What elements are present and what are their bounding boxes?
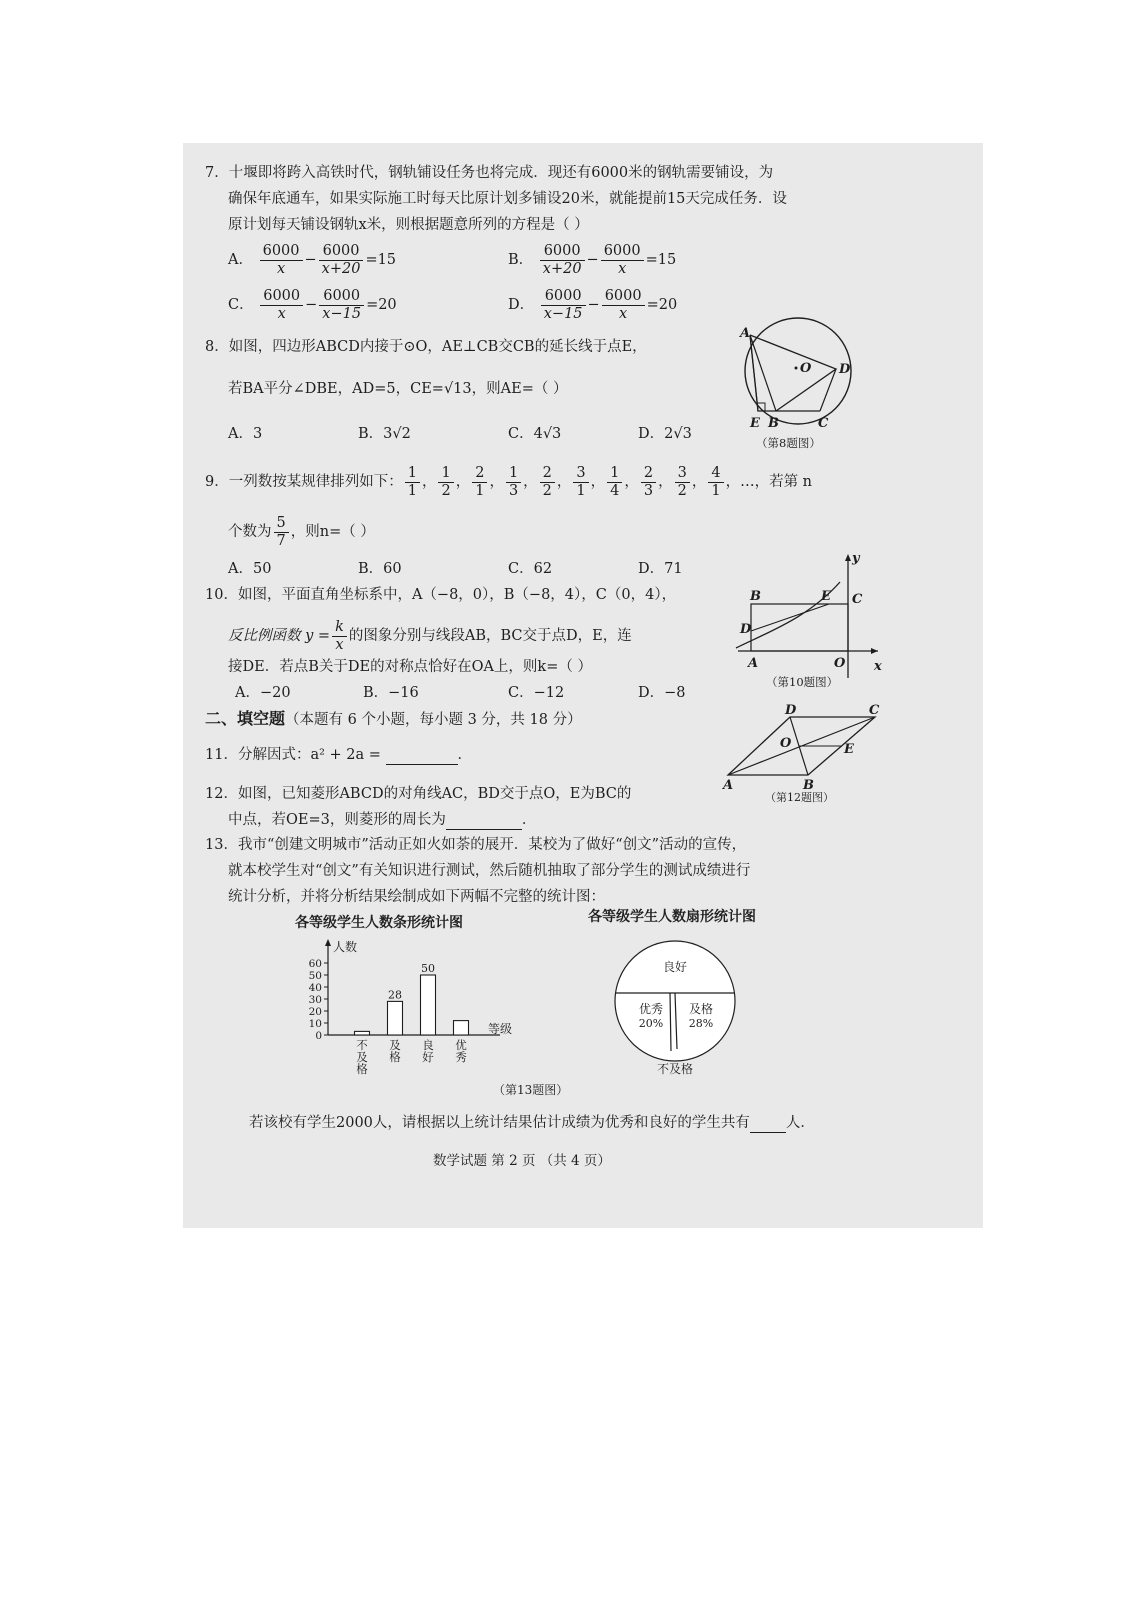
q12-label-b: B: [803, 778, 814, 793]
pie-chart-label: 不及格: [656, 1062, 694, 1076]
pie-chart-label: 良好: [662, 960, 688, 974]
q8-stem-line2: 若BA平分∠DBE，AD=5，CE=√13，则AE=（ ）: [228, 381, 568, 397]
q8-option-c: C．4√3: [508, 426, 562, 442]
q13-answer-blank[interactable]: [750, 1115, 786, 1133]
q10-label-e: E: [821, 589, 831, 604]
q10-label-c: C: [852, 592, 863, 607]
q9-sequence-term: $\frac{1}{1}$: [405, 465, 420, 499]
bar-chart-bar: [421, 975, 436, 1035]
pie-chart-value-label: 20%: [638, 1017, 664, 1030]
q12-label-c: C: [869, 703, 880, 718]
q10-label-x: x: [874, 659, 882, 674]
bar-chart-bar: [388, 1001, 403, 1035]
section2-heading: 二、填空题（本题有 6 个小题，每小题 3 分，共 18 分）: [205, 709, 582, 728]
q12-answer-blank[interactable]: [446, 812, 522, 830]
q9-option-d: D．71: [638, 561, 683, 577]
q12-stem-line2: 中点，若OE=3，则菱形的周长为 ．: [228, 812, 536, 830]
q10-label-a: A: [748, 656, 759, 671]
q10-label-b: B: [750, 589, 761, 604]
bar-chart-xtick-char: 及: [389, 1038, 401, 1052]
pie-chart: [613, 927, 748, 1079]
bar-chart-ytick: 40: [308, 982, 322, 994]
page-footer: 数学试题 第 2 页 （共 4 页）: [433, 1153, 611, 1169]
q7-option-c: C． $\frac{6000}{x}$ − $\frac{6000}{x-15}$ =20: [228, 288, 397, 322]
q7-stem-line1: 7．十堰即将跨入高铁时代，钢轨铺设任务也将完成．现还有6000米的钢轨需要铺设，为: [205, 165, 774, 181]
exam-sheet: [183, 143, 983, 1228]
bar-chart-ytick: 20: [308, 1006, 322, 1018]
q9-option-b: B．60: [358, 561, 402, 577]
q13-stem-line3: 统计分析，并将分析结果绘制成如下两幅不完整的统计图：: [228, 889, 605, 905]
bar-chart-ytick: 30: [308, 994, 322, 1006]
bar-chart-ytick: 60: [308, 958, 322, 970]
q12-label-a: A: [723, 778, 734, 793]
bar-chart-xtick-char: 不: [356, 1038, 368, 1052]
q7-option-a: A． $\frac{6000}{x}$ − $\frac{6000}{x+20}$ =15: [228, 243, 397, 277]
q11-answer-blank[interactable]: [386, 747, 458, 765]
q8-label-d: D: [839, 362, 851, 377]
bar-chart-data-label: 50: [421, 962, 435, 975]
q12-label-d: D: [785, 703, 797, 718]
q13-caption: （第13题图）: [493, 1083, 569, 1097]
q7-option-b: B． $\frac{6000}{x+20}$ − $\frac{6000}{x}$ =15: [508, 243, 677, 277]
bar-chart-ytick: 10: [308, 1018, 322, 1030]
q10-caption: （第10题图）: [766, 675, 839, 689]
q13-stem-line1: 13．我市“创建文明城市”活动正如火如荼的展开．某校为了做好“创文”活动的宣传，: [205, 837, 747, 853]
q9-stem-line1: 9．一列数按某规律排列如下： $\frac{1}{1}$ ， $\frac{1}{2}$ ， $\frac{2}{1}$ ， $\frac{1}{3}$ ， $\frac{2}{2}$ ， $\frac{3}{1}$ ， $\frac{1}{4}$ ， $\frac{2}{3}$ ， $\frac{3}{2}$ ， $\frac{4}{1}$ ，…，若第 n: [205, 465, 813, 499]
q12-label-e: E: [844, 742, 854, 757]
q10-label-y: y: [852, 551, 860, 566]
bar-chart-ylabel: 人数: [333, 940, 358, 954]
q9-sequence-term: $\frac{2}{1}$: [472, 465, 487, 499]
q8-label-b: B: [768, 416, 779, 431]
q10-option-b: B．−16: [363, 685, 419, 701]
pie-chart-value-label: 28%: [688, 1017, 714, 1030]
bar-chart-bar: [355, 1031, 370, 1035]
q8-option-d: D．2√3: [638, 426, 692, 442]
bar-chart-xtick-char: 格: [356, 1062, 368, 1076]
q7-option-d: D． $\frac{6000}{x-15}$ − $\frac{6000}{x}$ =20: [508, 288, 678, 322]
q9-sequence-term: $\frac{1}{2}$: [438, 465, 453, 499]
q13-stem-line2: 就本校学生对“创文”有关知识进行测试，然后随机抽取了部分学生的测试成绩进行: [228, 863, 751, 879]
bar-chart-xtick-char: 及: [356, 1050, 368, 1064]
q9-sequence-term: $\frac{3}{1}$: [573, 465, 588, 499]
bar-chart-ytick: 0: [315, 1030, 322, 1042]
q10-option-d: D．−8: [638, 685, 686, 701]
q8-label-o: O: [800, 361, 812, 376]
bar-chart-xlabel: 等级: [488, 1022, 513, 1036]
q10-label-d: D: [740, 622, 752, 637]
q8-label-a: A: [740, 326, 751, 341]
q8-option-b: B．3√2: [358, 426, 411, 442]
q9-sequence: $\frac{1}{1}$ ， $\frac{1}{2}$ ， $\frac{2}{1}$ ， $\frac{1}{3}$ ， $\frac{2}{2}$ ， $\frac{3}{1}$ ， $\frac{1}{4}$ ， $\frac{2}{3}$ ， $\frac{3}{2}$ ， $\frac{4}{1}$: [403, 474, 726, 490]
q12-label-o: O: [780, 736, 792, 751]
q8-label-e: E: [750, 416, 760, 431]
bar-chart-ytick: 50: [308, 970, 322, 982]
q9-sequence-term: $\frac{2}{3}$: [641, 465, 656, 499]
bar-chart-xtick-char: 秀: [455, 1050, 467, 1064]
q10-stem-line3: 接DE．若点B关于DE的对称点恰好在OA上，则k=（ ）: [228, 659, 592, 675]
pie-chart-label: 优秀: [638, 1002, 664, 1016]
q10-option-c: C．−12: [508, 685, 565, 701]
q8-stem-line1: 8．如图，四边形ABCD内接于⊙O，AE⊥CB交CB的延长线于点E，: [205, 339, 647, 355]
bar-chart-xtick-char: 良: [422, 1038, 434, 1052]
q7-stem-line2: 确保年底通车，如果实际施工时每天比原计划多铺设20米，就能提前15天完成任务．设: [228, 191, 787, 207]
pie-chart-label: 及格: [688, 1002, 714, 1016]
q10-option-a: A．−20: [235, 685, 291, 701]
q12-rhombus-figure: [723, 703, 883, 803]
q10-stem-line1: 10．如图，平面直角坐标系中，A（−8，0），B（−8，4），C（0，4），: [205, 587, 677, 603]
q10-label-o: O: [834, 656, 846, 671]
q8-label-c: C: [818, 416, 829, 431]
bar-chart-xtick-char: 优: [455, 1038, 467, 1052]
q13-last-line: 若该校有学生2000人，请根据以上统计结果估计成绩为优秀和良好的学生共有 人．: [249, 1115, 815, 1133]
q9-stem-line2: 个数为 $\frac{5}{7}$ ，则n=（ ）: [228, 515, 375, 549]
bar-chart-xtick-char: 好: [422, 1050, 434, 1064]
q8-option-a: A．3: [228, 426, 263, 442]
q9-option-c: C．62: [508, 561, 553, 577]
q9-sequence-term: $\frac{1}{4}$: [607, 465, 622, 499]
q8-circle-figure: [728, 313, 878, 455]
q9-sequence-term: $\frac{1}{3}$: [506, 465, 521, 499]
q9-sequence-term: $\frac{2}{2}$: [540, 465, 555, 499]
bar-chart-data-label: 28: [388, 988, 402, 1002]
bar-chart-xtick-char: 格: [389, 1050, 401, 1064]
q12-caption: （第12题图）: [765, 791, 834, 804]
pie-chart-title: 各等级学生人数扇形统计图: [588, 909, 756, 925]
q10-coordinate-figure: [728, 548, 888, 693]
q9-option-a: A．50: [228, 561, 272, 577]
bar-chart-bar: [454, 1021, 469, 1035]
q10-stem-line2: 反比例函数 y = $\frac{k}{x}$ 的图象分别与线段AB，BC交于点D，E，连: [228, 619, 632, 653]
q9-sequence-term: $\frac{3}{2}$: [675, 465, 690, 499]
bar-chart: [288, 933, 528, 1076]
q12-stem-line1: 12．如图，已知菱形ABCD的对角线AC，BD交于点O，E为BC的: [205, 786, 632, 802]
q7-stem-line3: 原计划每天铺设钢轨x米，则根据题意所列的方程是（ ）: [228, 217, 589, 233]
q9-sequence-term: $\frac{4}{1}$: [708, 465, 723, 499]
q11-line: 11．分解因式：a² + 2a = ．: [205, 747, 472, 765]
bar-chart-title: 各等级学生人数条形统计图: [295, 915, 463, 931]
q8-caption: （第8题图）: [756, 436, 821, 450]
